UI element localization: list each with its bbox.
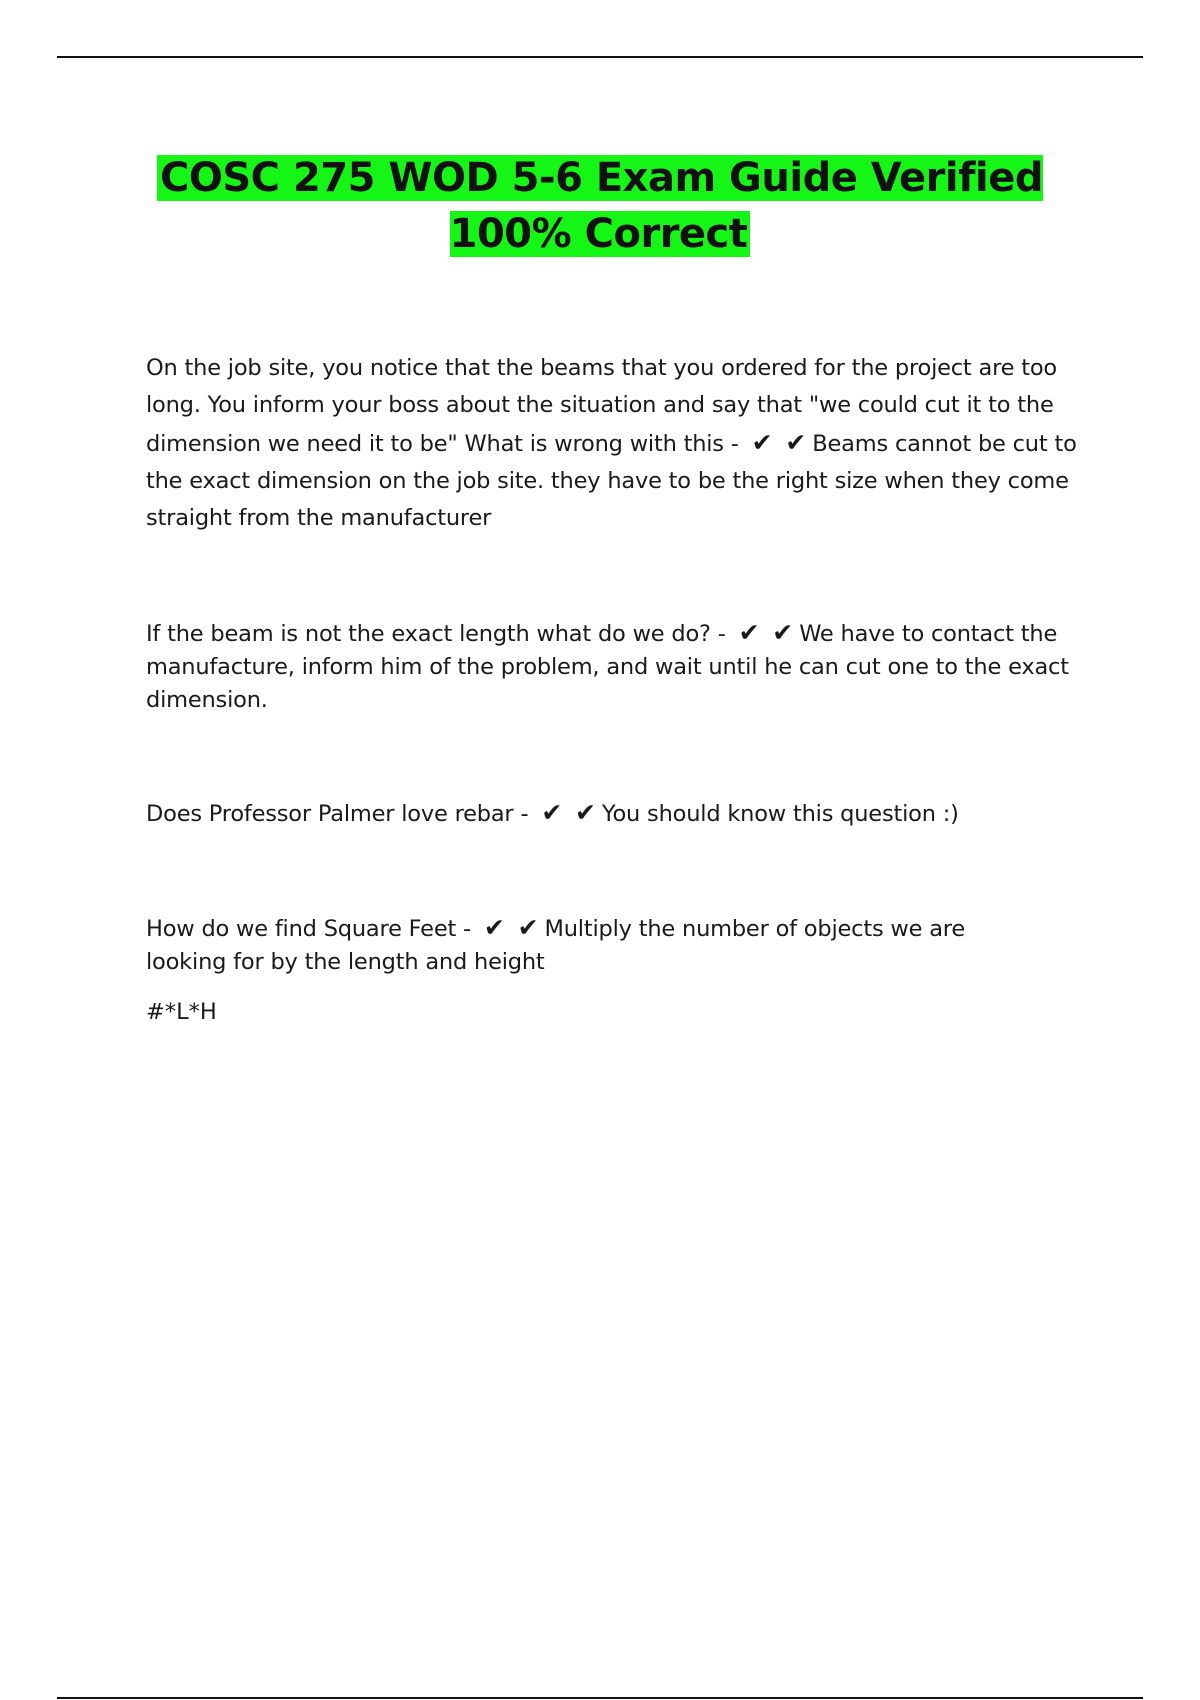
formula-text: #*L*H — [146, 999, 217, 1025]
answer-text: Multiply the number of objects we are looking for by the length and height — [146, 916, 966, 975]
page-title — [140, 150, 1060, 262]
title-highlight: COSC 275 WOD 5-6 Exam Guide Verified 100% Correct — [157, 155, 1043, 257]
qa-text — [146, 911, 986, 979]
answer-text: We have to contact the manufacture, inform him of the problem, and wait until he can cut one to the exact dimension. — [146, 621, 1069, 713]
question-text: If the beam is not the exact length what do we do? - — [146, 621, 726, 647]
check-icon: ✔ ✔ — [541, 798, 598, 827]
check-icon: ✔ ✔ — [483, 913, 541, 942]
header-rule — [57, 56, 1143, 58]
qa-text — [146, 794, 1096, 833]
answer-text: You should know this question :) — [601, 801, 959, 827]
qa-item — [146, 350, 1096, 537]
check-icon: ✔ ✔ — [738, 618, 796, 647]
footer-rule — [57, 1697, 1143, 1699]
qa-item — [146, 911, 986, 979]
question-text: How do we find Square Feet - — [146, 916, 471, 942]
qa-item — [146, 616, 1096, 717]
check-icon: ✔ ✔ — [751, 428, 809, 457]
question-text: Does Professor Palmer love rebar - — [146, 801, 529, 827]
qa-text — [146, 350, 1096, 537]
question-text: On the job site, you notice that the beams that you ordered for the project are too long. You inform your boss about the situation and say that "we could cut it to the dimension we need it to be" What is wrong with this - — [146, 355, 1057, 457]
qa-item — [146, 794, 1096, 833]
answer-text: Beams cannot be cut to the exact dimension on the job site. they have to be the right size when they come straight from the manufacturer — [146, 431, 1077, 531]
qa-text — [146, 616, 1096, 717]
